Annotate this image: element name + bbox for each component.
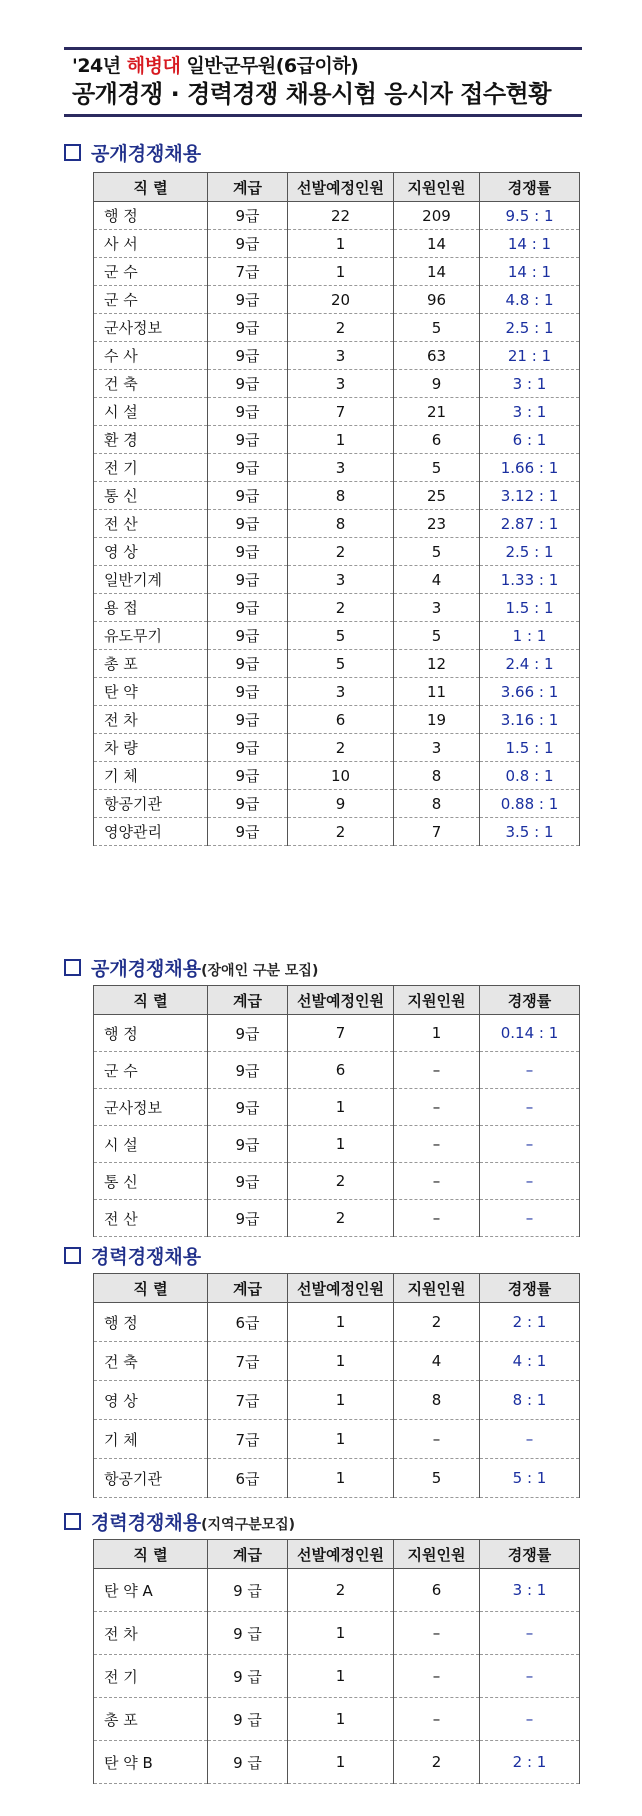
cell-applicants: – — [394, 1126, 480, 1163]
table-row — [94, 482, 580, 510]
cell-applicants: 9 — [394, 370, 480, 398]
table-row — [94, 678, 580, 706]
cell-series: 환 경 — [94, 426, 208, 454]
cell-applicants: – — [394, 1200, 480, 1237]
cell-series: 시 설 — [94, 398, 208, 426]
table-row — [94, 370, 580, 398]
cell-series: 탄 약 — [94, 678, 208, 706]
col-header-series: 직 렬 — [94, 986, 208, 1015]
cell-grade: 9급 — [208, 1015, 288, 1052]
cell-series: 항공기관 — [94, 790, 208, 818]
col-header-planned: 선발예정인원 — [288, 173, 394, 202]
table-row — [94, 1655, 580, 1698]
table-row — [94, 230, 580, 258]
cell-grade: 9급 — [208, 1126, 288, 1163]
section-subtitle: (지역구분모집) — [201, 1517, 296, 1533]
cell-planned: 1 — [288, 230, 394, 258]
cell-planned: 1 — [288, 1698, 394, 1741]
table-row — [94, 706, 580, 734]
col-header-series: 직 렬 — [94, 1274, 208, 1303]
cell-series: 일반기계 — [94, 566, 208, 594]
cell-grade: 9급 — [208, 314, 288, 342]
section-title-text: 경력경쟁채용 — [91, 1512, 202, 1534]
table-career-regional — [93, 1539, 580, 1784]
cell-ratio: – — [480, 1052, 580, 1089]
cell-series: 수 사 — [94, 342, 208, 370]
section-title-career — [64, 1245, 201, 1271]
cell-series: 사 서 — [94, 230, 208, 258]
cell-planned: 6 — [288, 706, 394, 734]
cell-grade: 9급 — [208, 454, 288, 482]
cell-series: 총 포 — [94, 650, 208, 678]
cell-series: 기 체 — [94, 1420, 208, 1459]
cell-series: 군 수 — [94, 1052, 208, 1089]
cell-ratio: 3.16 : 1 — [480, 706, 580, 734]
table-row — [94, 1089, 580, 1126]
col-header-grade: 계급 — [208, 1274, 288, 1303]
table-row — [94, 1015, 580, 1052]
cell-ratio: 3 : 1 — [480, 1569, 580, 1612]
header-line-1 — [64, 54, 582, 78]
section-title-open-disabled — [64, 957, 318, 983]
cell-ratio: 4.8 : 1 — [480, 286, 580, 314]
cell-ratio: 8 : 1 — [480, 1381, 580, 1420]
cell-applicants: 2 — [394, 1303, 480, 1342]
cell-planned: 5 — [288, 622, 394, 650]
cell-planned: 9 — [288, 790, 394, 818]
cell-applicants: 19 — [394, 706, 480, 734]
cell-grade: 9급 — [208, 342, 288, 370]
cell-applicants: 4 — [394, 566, 480, 594]
cell-grade: 9급 — [208, 482, 288, 510]
cell-applicants: 12 — [394, 650, 480, 678]
cell-applicants: 209 — [394, 202, 480, 230]
cell-grade: 9급 — [208, 370, 288, 398]
cell-grade: 9급 — [208, 230, 288, 258]
checkbox-square-icon — [64, 1247, 81, 1264]
cell-planned: 1 — [288, 1420, 394, 1459]
cell-grade: 9급 — [208, 1052, 288, 1089]
table-row — [94, 510, 580, 538]
cell-series: 전 차 — [94, 706, 208, 734]
table-row — [94, 1200, 580, 1237]
cell-planned: 20 — [288, 286, 394, 314]
cell-planned: 2 — [288, 1569, 394, 1612]
cell-grade: 9급 — [208, 1200, 288, 1237]
cell-ratio: 2.5 : 1 — [480, 538, 580, 566]
col-header-ratio: 경쟁률 — [480, 986, 580, 1015]
cell-grade: 9급 — [208, 202, 288, 230]
table-row — [94, 1342, 580, 1381]
cell-ratio: 21 : 1 — [480, 342, 580, 370]
col-header-applicants: 지원인원 — [394, 1274, 480, 1303]
section-subtitle: (장애인 구분 모집) — [201, 963, 319, 979]
cell-ratio: – — [480, 1126, 580, 1163]
table-open-recruitment — [93, 172, 580, 846]
cell-applicants: 1 — [394, 1015, 480, 1052]
cell-applicants: 5 — [394, 538, 480, 566]
cell-grade: 9급 — [208, 734, 288, 762]
cell-series: 행 정 — [94, 202, 208, 230]
section-title-text: 공개경쟁채용 — [91, 143, 202, 165]
col-header-ratio: 경쟁률 — [480, 1540, 580, 1569]
col-header-planned: 선발예정인원 — [288, 986, 394, 1015]
table-row — [94, 1126, 580, 1163]
cell-grade: 9 급 — [208, 1612, 288, 1655]
cell-grade: 9 급 — [208, 1698, 288, 1741]
cell-series: 통 신 — [94, 1163, 208, 1200]
cell-series: 전 산 — [94, 1200, 208, 1237]
cell-planned: 1 — [288, 258, 394, 286]
checkbox-square-icon — [64, 144, 81, 161]
table-row — [94, 650, 580, 678]
cell-grade: 9 급 — [208, 1655, 288, 1698]
section-title-text: 공개경쟁채용 — [91, 958, 202, 980]
cell-series: 행 정 — [94, 1015, 208, 1052]
cell-grade: 9 급 — [208, 1569, 288, 1612]
cell-planned: 1 — [288, 1126, 394, 1163]
table-row — [94, 790, 580, 818]
cell-ratio: 4 : 1 — [480, 1342, 580, 1381]
cell-planned: 3 — [288, 678, 394, 706]
cell-series: 군사정보 — [94, 1089, 208, 1126]
cell-ratio: 2.4 : 1 — [480, 650, 580, 678]
cell-ratio: 14 : 1 — [480, 230, 580, 258]
cell-series: 영양관리 — [94, 818, 208, 846]
cell-applicants: 11 — [394, 678, 480, 706]
cell-series: 건 축 — [94, 370, 208, 398]
cell-ratio: – — [480, 1089, 580, 1126]
col-header-applicants: 지원인원 — [394, 1540, 480, 1569]
table-row — [94, 1163, 580, 1200]
cell-planned: 1 — [288, 1459, 394, 1498]
cell-series: 군 수 — [94, 286, 208, 314]
cell-grade: 9급 — [208, 790, 288, 818]
cell-planned: 3 — [288, 566, 394, 594]
cell-grade: 9급 — [208, 566, 288, 594]
cell-planned: 3 — [288, 370, 394, 398]
cell-series: 차 량 — [94, 734, 208, 762]
table-row — [94, 426, 580, 454]
cell-applicants: 25 — [394, 482, 480, 510]
cell-applicants: – — [394, 1163, 480, 1200]
document-header — [64, 47, 582, 117]
cell-applicants: 6 — [394, 426, 480, 454]
cell-ratio: – — [480, 1163, 580, 1200]
table-row — [94, 1381, 580, 1420]
cell-applicants: 3 — [394, 594, 480, 622]
table-row — [94, 286, 580, 314]
cell-applicants: 5 — [394, 314, 480, 342]
checkbox-square-icon — [64, 959, 81, 976]
cell-series: 시 설 — [94, 1126, 208, 1163]
cell-planned: 1 — [288, 1381, 394, 1420]
table-row — [94, 1569, 580, 1612]
table-row — [94, 1459, 580, 1498]
cell-grade: 9급 — [208, 594, 288, 622]
cell-applicants: 5 — [394, 454, 480, 482]
table-row — [94, 398, 580, 426]
cell-ratio: – — [480, 1655, 580, 1698]
cell-applicants: 3 — [394, 734, 480, 762]
cell-ratio: 3 : 1 — [480, 370, 580, 398]
cell-ratio: 2 : 1 — [480, 1741, 580, 1784]
cell-ratio: 9.5 : 1 — [480, 202, 580, 230]
cell-series: 탄 약 A — [94, 1569, 208, 1612]
cell-planned: 22 — [288, 202, 394, 230]
cell-applicants: 63 — [394, 342, 480, 370]
table-career — [93, 1273, 580, 1498]
cell-ratio: 3 : 1 — [480, 398, 580, 426]
table-row — [94, 622, 580, 650]
col-header-grade: 계급 — [208, 986, 288, 1015]
cell-planned: 8 — [288, 510, 394, 538]
cell-ratio: 3.5 : 1 — [480, 818, 580, 846]
table-row — [94, 314, 580, 342]
cell-applicants: 14 — [394, 230, 480, 258]
table-row — [94, 762, 580, 790]
table-row — [94, 1698, 580, 1741]
cell-series: 기 체 — [94, 762, 208, 790]
checkbox-square-icon — [64, 1513, 81, 1530]
table-row — [94, 538, 580, 566]
cell-applicants: 8 — [394, 790, 480, 818]
col-header-grade: 계급 — [208, 173, 288, 202]
cell-ratio: 1.33 : 1 — [480, 566, 580, 594]
cell-planned: 2 — [288, 1200, 394, 1237]
cell-grade: 7급 — [208, 258, 288, 286]
cell-series: 건 축 — [94, 1342, 208, 1381]
cell-planned: 2 — [288, 818, 394, 846]
cell-planned: 2 — [288, 538, 394, 566]
cell-grade: 6급 — [208, 1303, 288, 1342]
cell-applicants: 14 — [394, 258, 480, 286]
cell-applicants: 5 — [394, 622, 480, 650]
cell-grade: 9 급 — [208, 1741, 288, 1784]
cell-applicants: 2 — [394, 1741, 480, 1784]
cell-grade: 9급 — [208, 1163, 288, 1200]
header-line-2: 공개경쟁 · 경력경쟁 채용시험 응시자 접수현황 — [72, 80, 551, 108]
col-header-planned: 선발예정인원 — [288, 1540, 394, 1569]
table-row — [94, 1420, 580, 1459]
cell-series: 전 산 — [94, 510, 208, 538]
cell-series: 전 기 — [94, 454, 208, 482]
cell-applicants: – — [394, 1420, 480, 1459]
cell-series: 영 상 — [94, 538, 208, 566]
cell-ratio: – — [480, 1200, 580, 1237]
cell-planned: 7 — [288, 398, 394, 426]
cell-ratio: 6 : 1 — [480, 426, 580, 454]
cell-grade: 9급 — [208, 818, 288, 846]
cell-ratio: 1.5 : 1 — [480, 594, 580, 622]
cell-grade: 7급 — [208, 1381, 288, 1420]
cell-planned: 2 — [288, 734, 394, 762]
cell-series: 탄 약 B — [94, 1741, 208, 1784]
cell-grade: 9급 — [208, 650, 288, 678]
cell-planned: 1 — [288, 1303, 394, 1342]
cell-series: 전 기 — [94, 1655, 208, 1698]
header-rule-top — [64, 47, 582, 50]
cell-series: 군 수 — [94, 258, 208, 286]
cell-series: 통 신 — [94, 482, 208, 510]
cell-ratio: 1.5 : 1 — [480, 734, 580, 762]
cell-planned: 1 — [288, 1612, 394, 1655]
header-year: '24년 — [72, 55, 121, 77]
cell-grade: 9급 — [208, 762, 288, 790]
cell-grade: 9급 — [208, 286, 288, 314]
cell-grade: 9급 — [208, 706, 288, 734]
cell-grade: 9급 — [208, 510, 288, 538]
col-header-applicants: 지원인원 — [394, 173, 480, 202]
table-row — [94, 1303, 580, 1342]
col-header-ratio: 경쟁률 — [480, 173, 580, 202]
cell-applicants: – — [394, 1052, 480, 1089]
cell-planned: 2 — [288, 1163, 394, 1200]
cell-planned: 2 — [288, 594, 394, 622]
section-title-text: 경력경쟁채용 — [91, 1246, 202, 1268]
cell-applicants: – — [394, 1089, 480, 1126]
cell-planned: 3 — [288, 454, 394, 482]
cell-applicants: 21 — [394, 398, 480, 426]
table-row — [94, 734, 580, 762]
cell-grade: 9급 — [208, 538, 288, 566]
cell-applicants: 8 — [394, 1381, 480, 1420]
cell-series: 총 포 — [94, 1698, 208, 1741]
cell-ratio: 2 : 1 — [480, 1303, 580, 1342]
cell-applicants: 96 — [394, 286, 480, 314]
cell-series: 행 정 — [94, 1303, 208, 1342]
cell-applicants: 8 — [394, 762, 480, 790]
cell-grade: 9급 — [208, 1089, 288, 1126]
cell-planned: 10 — [288, 762, 394, 790]
cell-ratio: 1 : 1 — [480, 622, 580, 650]
cell-series: 항공기관 — [94, 1459, 208, 1498]
cell-ratio: 0.88 : 1 — [480, 790, 580, 818]
cell-planned: 1 — [288, 1342, 394, 1381]
cell-ratio: 14 : 1 — [480, 258, 580, 286]
cell-planned: 2 — [288, 314, 394, 342]
cell-grade: 6급 — [208, 1459, 288, 1498]
cell-applicants: 5 — [394, 1459, 480, 1498]
cell-ratio: – — [480, 1420, 580, 1459]
cell-ratio: 3.66 : 1 — [480, 678, 580, 706]
table-row — [94, 818, 580, 846]
cell-ratio: – — [480, 1698, 580, 1741]
table-row — [94, 454, 580, 482]
cell-series: 전 차 — [94, 1612, 208, 1655]
section-title-career-regional — [64, 1511, 295, 1537]
cell-grade: 7급 — [208, 1420, 288, 1459]
cell-applicants: – — [394, 1612, 480, 1655]
col-header-series: 직 렬 — [94, 1540, 208, 1569]
cell-ratio: 5 : 1 — [480, 1459, 580, 1498]
cell-ratio: 2.5 : 1 — [480, 314, 580, 342]
cell-planned: 1 — [288, 1089, 394, 1126]
header-line1-rest: 일반군무원(6급이하) — [186, 55, 359, 77]
col-header-ratio: 경쟁률 — [480, 1274, 580, 1303]
section-title-open — [64, 142, 201, 168]
cell-grade: 7급 — [208, 1342, 288, 1381]
cell-grade: 9급 — [208, 426, 288, 454]
cell-planned: 7 — [288, 1015, 394, 1052]
cell-planned: 8 — [288, 482, 394, 510]
cell-applicants: – — [394, 1655, 480, 1698]
cell-series: 유도무기 — [94, 622, 208, 650]
header-org: 해병대 — [126, 55, 181, 77]
cell-applicants: – — [394, 1698, 480, 1741]
col-header-series: 직 렬 — [94, 173, 208, 202]
cell-applicants: 6 — [394, 1569, 480, 1612]
cell-planned: 3 — [288, 342, 394, 370]
table-row — [94, 1052, 580, 1089]
table-row — [94, 342, 580, 370]
table-row — [94, 566, 580, 594]
cell-grade: 9급 — [208, 678, 288, 706]
table-row — [94, 594, 580, 622]
cell-planned: 5 — [288, 650, 394, 678]
cell-applicants: 7 — [394, 818, 480, 846]
col-header-applicants: 지원인원 — [394, 986, 480, 1015]
table-row — [94, 258, 580, 286]
table-row — [94, 1741, 580, 1784]
cell-planned: 1 — [288, 1655, 394, 1698]
col-header-planned: 선발예정인원 — [288, 1274, 394, 1303]
cell-grade: 9급 — [208, 398, 288, 426]
table-open-disabled — [93, 985, 580, 1237]
cell-ratio: 3.12 : 1 — [480, 482, 580, 510]
cell-ratio: 2.87 : 1 — [480, 510, 580, 538]
cell-applicants: 4 — [394, 1342, 480, 1381]
cell-planned: 6 — [288, 1052, 394, 1089]
cell-series: 용 접 — [94, 594, 208, 622]
cell-series: 군사정보 — [94, 314, 208, 342]
cell-ratio: 0.14 : 1 — [480, 1015, 580, 1052]
cell-applicants: 23 — [394, 510, 480, 538]
cell-ratio: 1.66 : 1 — [480, 454, 580, 482]
cell-ratio: – — [480, 1612, 580, 1655]
col-header-grade: 계급 — [208, 1540, 288, 1569]
cell-planned: 1 — [288, 1741, 394, 1784]
table-row — [94, 1612, 580, 1655]
cell-grade: 9급 — [208, 622, 288, 650]
cell-ratio: 0.8 : 1 — [480, 762, 580, 790]
table-row — [94, 202, 580, 230]
header-rule-bottom — [64, 114, 582, 117]
cell-planned: 1 — [288, 426, 394, 454]
cell-series: 영 상 — [94, 1381, 208, 1420]
